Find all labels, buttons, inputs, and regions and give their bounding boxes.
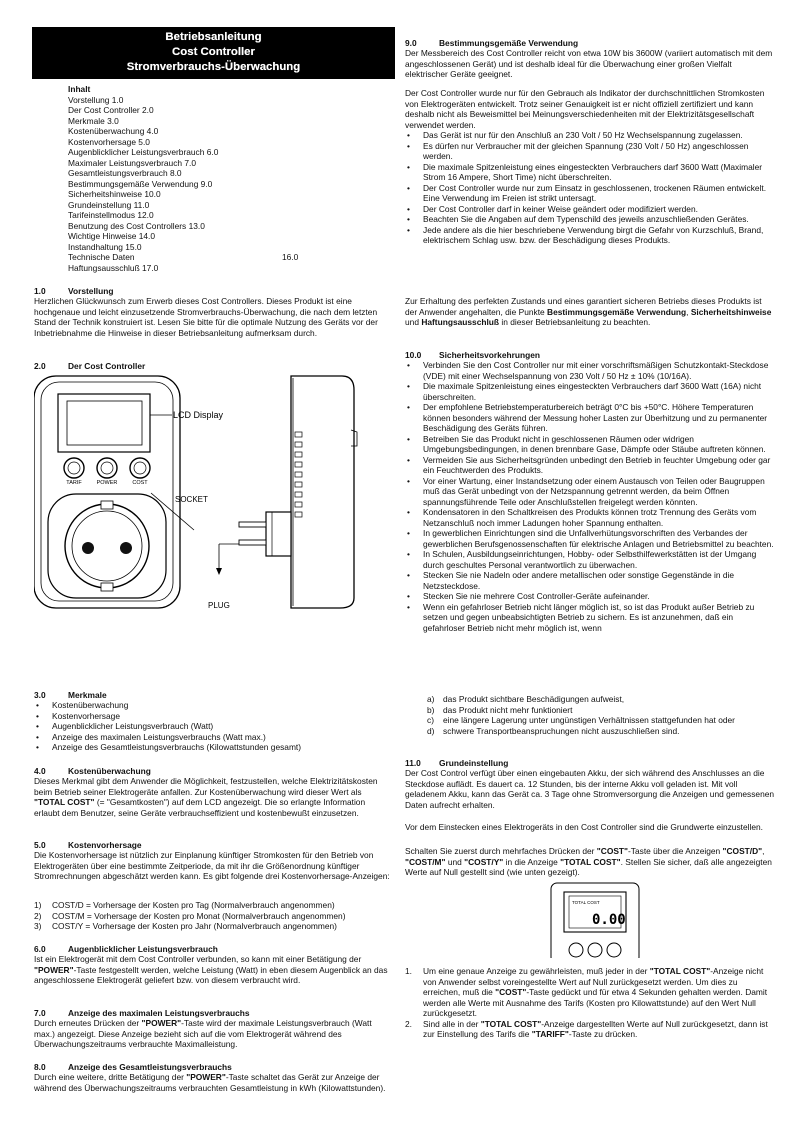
device-front-view: [34, 376, 194, 608]
list-item: • Vermeiden Sie aus Sicherheitsgründen unbedingt den Betrieb in feuchter Umgebung oder gar ein Feuchtwerden des Produkts.: [405, 455, 775, 476]
forecast-text: Die Kostenvorhersage ist nützlich zur Einplanung künftiger Stromkosten für den Betrieb von Elektrogeräten über eine bestimmte Zeitperiode, da mit ihr die Größenordnung künftiger Stromrechnungen abgeschätzt werden kann. Es gibt folgende drei Kostenvorhersage-Anzeigen:: [34, 850, 390, 881]
table-of-contents: [68, 84, 368, 273]
list-item: • Der empfohlene Betriebstemperaturbereich beträgt 0°C bis +50°C. Höhere Temperaturen können besonders während der Messung hoher Lasten zur Überhitzung und zu permanenter Beschädigung des Geräts führen.: [405, 402, 775, 434]
current-power-text: Ist ein Elektrogerät mit dem Cost Controller verbunden, so kann mit einer Betätigung der "POWER"-Taste festgestellt werden, welche Leistung (Watt) in eben diesem Augenblick an das angeschlossene Elektrogerät geliefert bzw. von diesem verbraucht wird.: [34, 954, 388, 985]
forecast-list: [34, 900, 390, 932]
tariff-button: [64, 458, 84, 478]
svg-text:0.00: 0.00: [592, 912, 626, 928]
toc-entry[interactable]: Maximaler Leistungsverbrauch 7.0: [68, 157, 197, 168]
list-item: • Die maximale Spitzenleistung eines eingesteckten Verbrauchers darf 3600 Watt (16A) nicht überschreiten.: [405, 381, 775, 402]
list-item: c) eine längere Lagerung unter ungünstigen Verhältnissen stattgefunden hat oder: [427, 715, 735, 725]
toc-entry[interactable]: Augenblicklicher Leistungsverbrauch 6.0: [68, 147, 219, 157]
features-list: [34, 700, 390, 753]
toc-entry[interactable]: Bestimmungsgemäße Verwendung 9.0: [68, 178, 213, 189]
device-side-view: [216, 376, 357, 608]
title-line-3: Stromverbrauchs-Überwachung: [126, 61, 301, 73]
intro-text: Herzlichen Glückwunsch zum Erwerb dieses Cost Controllers. Dieses Produkt ist eine hochgenaue und leicht einzusetzende Stromverbrauchs-Überwachung, die nach dem letzten Stand der Technik konstruiert ist. Lesen Sie bitte für die optimale Nutzung des Geräts vor der Inbetriebnahme die Hinweise in dieser Betriebsanleitung aufmerksam durch.: [34, 296, 378, 338]
list-item: • Der Cost Controller darf in keiner Weise geändert oder modifiziert werden.: [405, 204, 775, 215]
toc-entry[interactable]: Der Cost Controller 2.0: [68, 105, 154, 115]
title-line-1: Betriebsanleitung: [165, 31, 262, 43]
cost-monitoring-text: Dieses Merkmal gibt dem Anwender die Möglichkeit, festzustellen, welche Elektrizitätskosten beim Betrieb seiner Elektrogeräte anfallen. Zur Kostenüberwachung wird dieser Wert als "TOTAL COST" (= "Gesamtkosten") auf dem LCD angezeigt. Die so erlangte Information erlaubt dem Benutzer, seine Geräte verbrauchseffizient und kostenbewußt einzusetzen.: [34, 776, 378, 818]
section-heading-1: 1.0 Vorstellung: [34, 286, 114, 296]
intended-use-text-3: Zur Erhaltung des perfekten Zustands und eines garantiert sicheren Betriebs dieses Produkts ist der Anwender angehalten, die Punkte Bestimmungsgemäße Verwendung, Sicherheitshinweise und Haftungsausschluß in dieser Betriebsanleitung zu beachten.: [405, 296, 772, 327]
lcd-display: [58, 394, 150, 452]
list-item: • Vor einer Wartung, einer Instandsetzung oder einem Austausch von Teilen oder Baugruppen muß das Gerät unbedingt von der Netzspannung getrennt werden, da beim Öffnen spannungsführende Teile oder Anschlußstellen freigelegt werden könnten.: [405, 476, 775, 508]
toc-entry[interactable]: Haftungsausschluß 17.0: [68, 262, 159, 273]
svg-text:PLUG: PLUG: [208, 601, 230, 610]
section-heading-10: 10.0 Sicherheitsvorkehrungen: [405, 350, 540, 360]
toc-heading: Inhalt: [68, 84, 91, 94]
svg-text:TARIF: TARIF: [66, 480, 82, 486]
list-item: 3) COST/Y = Vorhersage der Kosten pro Jahr (Normalverbrauch angenommen): [34, 921, 337, 931]
list-item: • In gewerblichen Einrichtungen sind die Unfallverhütungsvorschriften des Verbandes der gewerblichen Berufsgenossenschaften für elektrische Anlagen und Betriebsmittel zu beachten.: [405, 528, 775, 549]
toc-entry[interactable]: Wichtige Hinweise 14.0: [68, 231, 156, 241]
list-item: 1. Um eine genaue Anzeige zu gewährleisten, muß jeder in der "TOTAL COST"-Anzeige nicht von Anwender selbst voreingestellte Wert auf Null zurückgesetzt werden. Um dies zu erreichen, muß die "COST"-Taste gedückt und für etwa 4 Sekunden gehalten werden. Damit werden alle Werte mit Ausnahme des Tarifs (Kosten pro Kilowattstunde) auf den Wert Null zurückgesetzt.: [405, 966, 768, 1018]
cost-button: [130, 458, 150, 478]
section-heading-3: 3.0 Merkmale: [34, 690, 107, 700]
device-diagram: [34, 370, 392, 620]
max-power-text: Durch erneutes Drücken der "POWER"-Taste wird der maximale Leistungsverbrauch (Watt max.) angezeigt. Diese Anzeige bezieht sich auf die vom Elektrogerät während des Überwachungszeitraums verbrauchte Maximalleistung.: [34, 1018, 372, 1049]
safety-list: [405, 360, 775, 633]
list-item: • Kostenvorhersage: [34, 711, 390, 722]
list-item: • In Schulen, Ausbildungseinrichtungen, Hobby- oder Selbsthilfewerkstätten ist der Umgang durch geschultes Personal verantwortlich zu überwachen.: [405, 549, 775, 570]
toc-entry[interactable]: Instandhaltung 15.0: [68, 241, 142, 252]
list-item: • Anzeige des maximalen Leistungsverbrauchs (Watt max.): [34, 732, 390, 743]
power-button: [97, 458, 117, 478]
basic-setup-text-2: Vor dem Einstecken eines Elektrogeräts in den Cost Controller sind die Grundwerte einzustellen.: [405, 822, 763, 832]
section-heading-5: 5.0 Kostenvorhersage: [34, 840, 142, 850]
toc-entry[interactable]: Benutzung des Cost Controllers 13.0: [68, 220, 205, 231]
svg-text:POWER: POWER: [96, 480, 118, 486]
list-item: • Kondensatoren in den Schaltkreisen des Produkts können trotz Trennung des Geräts vom Netzanschluß noch immer Ladungen hoher Spannung enthalten.: [405, 507, 775, 528]
toc-entry[interactable]: Grundeinstellung 11.0: [68, 199, 150, 210]
section-heading-4: 4.0 Kostenüberwachung: [34, 766, 151, 776]
list-item: • Jede andere als die hier beschriebene Verwendung birgt die Gefahr von Kurzschluß, Brand, elektrischem Schlag usw. bzw. der Beschädigung dieses Produkts.: [405, 225, 775, 246]
list-item: • Betreiben Sie das Produkt nicht in geschlossenen Räumen oder widrigen Umgebungsbedingungen, in denen brennbare Gase, Dämpfe oder Stäube auftreten können.: [405, 434, 775, 455]
reset-steps: [405, 966, 775, 1040]
list-item: • Stecken Sie nie mehrere Cost Controller-Geräte aufeinander.: [405, 591, 775, 602]
section-heading-6: 6.0 Augenblicklicher Leistungsverbrauch: [34, 944, 218, 954]
list-item: • Kostenüberwachung: [34, 700, 390, 711]
section-heading-7: 7.0 Anzeige des maximalen Leistungsverbrauchs: [34, 1008, 250, 1018]
list-item: • Stecken Sie nie Nadeln oder andere metallischen oder sonstige Gegenstände in die Netzsteckdose.: [405, 570, 775, 591]
title-banner: [32, 27, 395, 79]
svg-text:SOCKET: SOCKET: [175, 495, 208, 504]
intended-use-text-2: Der Cost Controller wurde nur für den Gebrauch als Indikator der durchschnittlichen Stromkosten von Elektrogeräten entwickelt. Trotz seiner Genauigkeit ist er nicht offiziell zertifiziert und kann deshalb nicht als Beweismittel bei Meinungsverschiedenheiten mit der Elektrizitätsgesellschaft verwendet werden.: [405, 88, 765, 130]
list-item: 2. Sind alle in der "TOTAL COST"-Anzeige dargestellten Werte auf Null zurückgesetzt, dann ist zur Einstellung des Tarifs die "TARIFF"-Taste zu drücken.: [405, 1018, 768, 1039]
toc-entry[interactable]: Sicherheitshinweise 10.0: [68, 189, 161, 199]
list-item: • Verbinden Sie den Cost Controller nur mit einer vorschriftsmäßigen Schutzkontakt-Steckdose (VDE) mit einer Wechselspannung von 230 Volt / 50 Hz ± 10% (10/16A).: [405, 360, 775, 381]
list-item: • Augenblicklicher Leistungsverbrauch (Watt): [34, 721, 390, 732]
list-item: d) schwere Transportbeanspruchungen nicht auszuschließen sind.: [427, 725, 680, 736]
toc-entry[interactable]: Technische Daten 16.0: [68, 252, 299, 262]
section-heading-9: 9.0 Bestimmungsgemäße Verwendung: [405, 38, 579, 48]
socket: [65, 504, 149, 588]
safety-sublist: [425, 694, 775, 736]
list-item: a) das Produkt sichtbare Beschädigungen aufweist,: [427, 694, 625, 704]
svg-text:TOTAL COST: TOTAL COST: [572, 900, 600, 905]
list-item: • Anzeige des Gesamtleistungsverbrauchs (Kilowattstunden gesamt): [34, 742, 390, 753]
section-heading-2: 2.0 Der Cost Controller: [34, 361, 146, 371]
list-item: • Das Gerät ist nur für den Anschluß an 230 Volt / 50 Hz Wechselspannung zugelassen.: [405, 130, 775, 141]
list-item: • Der Cost Controller wurde nur zum Einsatz in geschlossenen, trockenen Räumen entwickelt. Eine Verwendung im Freien ist strikt untersagt.: [405, 183, 775, 204]
list-item: • Wenn ein gefahrloser Betrieb nicht länger möglich ist, so ist das Produkt außer Betrieb zu setzen und gegen unbeabsichtigten Betrieb zu sichern. Es ist anzunehmen, daß ein gefahrloser Betrieb nicht mehr möglich ist, wenn: [405, 602, 775, 634]
title-line-2: Cost Controller: [172, 46, 255, 58]
svg-text:LCD Display: LCD Display: [173, 410, 224, 420]
plug-pin: [239, 522, 266, 527]
toc-entry[interactable]: Merkmale 3.0: [68, 115, 119, 126]
list-item: • Es dürfen nur Verbraucher mit der gleichen Spannung (230 Volt / 50 Hz) angeschlossen werden.: [405, 141, 775, 162]
section-heading-11: 11.0 Grundeinstellung: [405, 758, 509, 768]
list-item: • Die maximale Spitzenleistung eines eingesteckten Verbrauchers darf 3600 Watt (Maximaler Strom 16 Ampere, Short Time) nicht überschreiten.: [405, 162, 775, 183]
toc-entry[interactable]: Tarifeinstellmodus 12.0: [68, 210, 154, 220]
basic-setup-text-1: Der Cost Control verfügt über einen eingebauten Akku, der sich während des Anschlusses an die Steckdose auflädt. Es dauert ca. 12 Stunden, bis der interne Akku voll geladen ist. Mit voll geladenem Akku, kann das Gerät ca. 3 Tage ohne Stromversorgung die Anzeigen und gemessenen Daten aufrecht erhalten.: [405, 768, 775, 810]
lcd-reset-illustration: [550, 882, 640, 958]
plug-housing: [266, 512, 291, 556]
toc-entry[interactable]: Kostenvorhersage 5.0: [68, 136, 150, 147]
toc-entry[interactable]: Vorstellung 1.0: [68, 94, 124, 105]
list-item: 2) COST/M = Vorhersage der Kosten pro Monat (Normalverbrauch angenommen): [34, 910, 346, 921]
toc-entry[interactable]: Kostenüberwachung 4.0: [68, 126, 159, 136]
toc-entry[interactable]: Gesamtleistungsverbrauch 8.0: [68, 168, 182, 178]
svg-text:COST: COST: [132, 480, 148, 486]
list-item: b) das Produkt nicht mehr funktioniert: [427, 704, 573, 715]
total-power-text: Durch eine weitere, dritte Betätigung der "POWER"-Taste schaltet das Gerät zur Anzeige der während des Überwachungszeitraums verbrauchten Gesamtleistung in kWh (Kilowattstunden).: [34, 1072, 386, 1093]
list-item: • Beachten Sie die Angaben auf dem Typenschild des jeweils anzuschließenden Gerätes.: [405, 214, 775, 225]
intended-use-list: [405, 130, 775, 246]
list-item: 1) COST/D = Vorhersage der Kosten pro Tag (Normalverbrauch angenommen): [34, 900, 335, 910]
intended-use-text-1: Der Messbereich des Cost Controller reicht von etwa 10W bis 3600W (variiert automatisch mit dem angeschlossenen Gerät) und ist deshalb ideal für die Überwachung einer großen Vielfalt elektrischer Geräte geeignet.: [405, 48, 773, 79]
section-heading-8: 8.0 Anzeige des Gesamtleistungsverbrauchs: [34, 1062, 232, 1072]
basic-setup-text-3: Schalten Sie zuerst durch mehrfaches Drücken der "COST"-Taste über die Anzeigen "COST/D", "COST/M" und "COST/Y" in die Anzeige "TOTAL COST". Stellen Sie sicher, daß alle angezeigten Werte auf Null gestellt sind (wie unten gezeigt).: [405, 846, 772, 877]
